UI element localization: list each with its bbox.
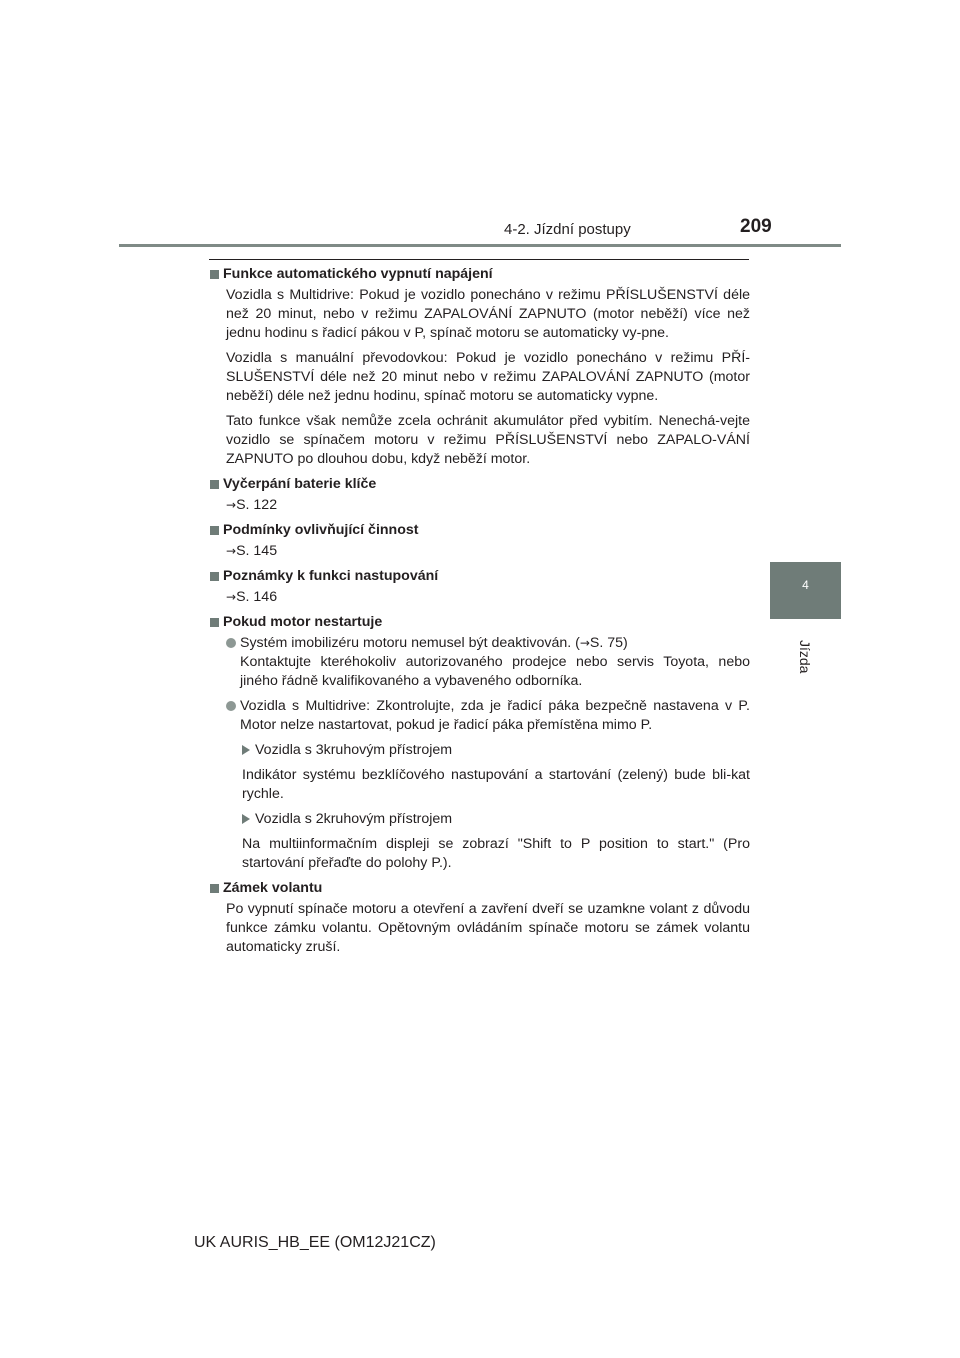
page-reference[interactable] — [226, 496, 750, 515]
arrow-right-icon: → — [226, 498, 237, 512]
section-heading — [210, 475, 750, 494]
section-heading — [210, 567, 750, 586]
sub-heading — [242, 741, 750, 760]
chapter-number: 4 — [802, 578, 809, 592]
content-rule — [209, 259, 749, 260]
square-bullet-icon — [210, 526, 219, 535]
header-rule — [119, 244, 841, 247]
list-item — [226, 697, 750, 735]
section-heading — [210, 521, 750, 540]
triangle-right-icon — [242, 745, 250, 755]
section-heading — [210, 613, 750, 632]
paragraph: Indikátor systému bezklíčového nastupování a startování (zelený) bude bli-kat rychle. — [242, 767, 750, 802]
round-bullet-icon — [226, 638, 236, 648]
bullet-text: Vozidla s Multidrive: Zkontrolujte, zda je řadicí páka bezpečně nastavena v P. Motor nelze nastartovat, pokud je řadicí páka přemístěna mimo P. — [240, 698, 750, 733]
heading-text: Pokud motor nestartuje — [223, 614, 383, 630]
paragraph: Po vypnutí spínače motoru a otevření a zavření dveří se uzamkne volant z důvodu funkce zámku volantu. Opětovným ovládáním spínače motoru se zámek volantu automaticky zruší. — [226, 901, 750, 955]
sub-heading — [242, 810, 750, 829]
arrow-right-icon: → — [226, 590, 237, 604]
sub-heading-text: Vozidla s 2kruhovým přístrojem — [255, 811, 453, 827]
square-bullet-icon — [210, 572, 219, 581]
bullet-text: Systém imobilizéru motoru nemusel být deaktivován. ( — [240, 635, 580, 651]
arrow-right-icon: → — [579, 636, 590, 650]
heading-text: Podmínky ovlivňující činnost — [223, 522, 419, 538]
list-item — [226, 634, 750, 691]
chapter-tab — [770, 562, 841, 619]
round-bullet-icon — [226, 701, 236, 711]
page-reference[interactable] — [226, 542, 750, 561]
heading-text: Poznámky k funkci nastupování — [223, 568, 439, 584]
reference-text[interactable]: S. 75) — [589, 635, 628, 651]
page-reference[interactable] — [226, 588, 750, 607]
page-content — [210, 265, 750, 963]
paragraph: Na multiinformačním displeji se zobrazí "Shift to P position to start." (Pro startování přeřaďte do polohy P.). — [242, 836, 750, 871]
section-heading — [210, 265, 750, 284]
section-title: 4-2. Jízdní postupy — [504, 221, 631, 238]
triangle-right-icon — [242, 814, 250, 824]
paragraph: Vozidla s manuální převodovkou: Pokud je vozidlo ponecháno v režimu PŘÍ-SLUŠENSTVÍ déle než 20 minut nebo v režimu ZAPALOVÁNÍ ZAPNUTO (motor neběží) déle než jednu hodinu, spínač motoru se automaticky vypne. — [226, 350, 750, 404]
section-heading — [210, 879, 750, 898]
sub-heading-text: Vozidla s 3kruhovým přístrojem — [255, 742, 453, 758]
square-bullet-icon — [210, 618, 219, 627]
paragraph: Vozidla s Multidrive: Pokud je vozidlo ponecháno v režimu PŘÍSLUŠENSTVÍ déle než 20 minut, nebo v režimu ZAPALOVÁNÍ ZAPNUTO (motor neběží) více než jednu hodinu s řadicí pákou v P, spínač motoru se automaticky vy-pne. — [226, 287, 750, 341]
chapter-label: Jízda — [797, 640, 813, 674]
bullet-text: Kontaktujte kteréhokoliv autorizovaného prodejce nebo servis Toyota, nebo jiného řádně kvalifikovaného a vybaveného odborníka. — [240, 654, 750, 689]
square-bullet-icon — [210, 270, 219, 279]
paragraph: Tato funkce však nemůže zcela ochránit akumulátor před vybitím. Nenechá-vejte vozidlo se spínačem motoru v režimu PŘÍSLUŠENSTVÍ nebo ZAPALO-VÁNÍ ZAPNUTO po dlouhou dobu, když neběží motor. — [226, 413, 750, 467]
arrow-right-icon: → — [226, 544, 237, 558]
footer-model-code: UK AURIS_HB_EE (OM12J21CZ) — [194, 1234, 436, 1251]
page-number: 209 — [740, 216, 772, 237]
heading-text: Funkce automatického vypnutí napájení — [223, 266, 493, 282]
reference-text: S. 146 — [236, 589, 278, 605]
square-bullet-icon — [210, 884, 219, 893]
reference-text: S. 122 — [236, 497, 278, 513]
square-bullet-icon — [210, 480, 219, 489]
heading-text: Vyčerpání baterie klíče — [223, 476, 377, 492]
reference-text: S. 145 — [236, 543, 278, 559]
heading-text: Zámek volantu — [223, 880, 323, 896]
